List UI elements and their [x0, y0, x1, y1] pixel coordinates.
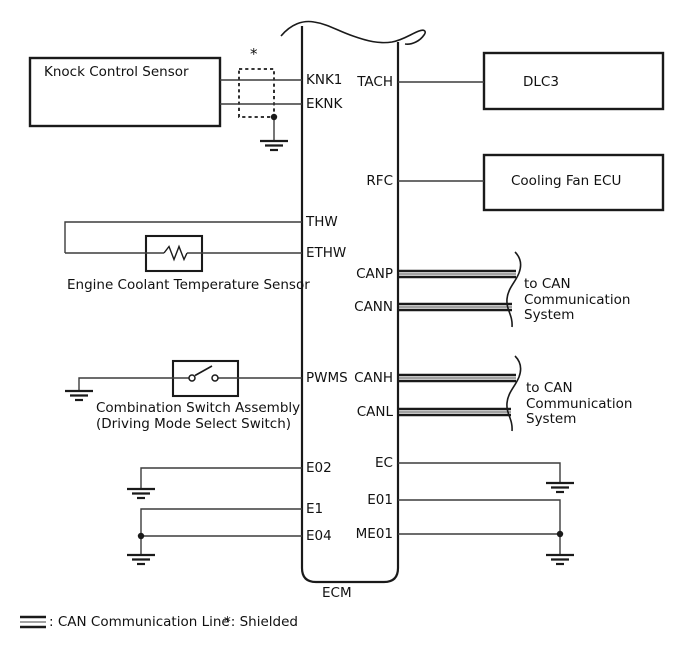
wire-e01 [398, 500, 560, 534]
can-line-canl [399, 409, 511, 415]
pin-canl: CANL [356, 404, 393, 420]
pin-cann: CANN [354, 299, 393, 315]
ect-sensor-label: Engine Coolant Temperature Sensor [67, 277, 310, 293]
pin-thw: THW [306, 214, 338, 230]
pin-ethw: ETHW [306, 245, 347, 261]
can-line-legend-icon [20, 617, 46, 627]
wire-ec [398, 463, 560, 482]
dlc3-box [484, 53, 663, 109]
pin-knk1: KNK1 [306, 72, 343, 88]
wire-e04 [141, 536, 302, 554]
pin-e02: E02 [306, 460, 332, 476]
pin-tach: TACH [357, 74, 393, 90]
can-line-canh [399, 375, 516, 381]
knock-sensor-label: Knock Control Sensor [44, 64, 189, 80]
legend-shielded: *: Shielded [224, 614, 298, 630]
junction-dot [557, 531, 563, 537]
pin-canh: CANH [354, 370, 393, 386]
can-brace-1 [507, 252, 521, 327]
pin-e1: E1 [306, 501, 324, 517]
junction-dot [138, 533, 144, 539]
pin-me01: ME01 [355, 526, 393, 542]
wire-thw [65, 222, 302, 253]
switch-icon [189, 366, 218, 381]
can-note-2: to CAN Communication System [526, 380, 633, 427]
pin-pwms: PWMS [306, 370, 348, 386]
resistor-icon [164, 247, 187, 260]
pin-rfc: RFC [366, 173, 393, 189]
shield-dashed-box [239, 69, 274, 117]
legend-can-line: : CAN Communication Line [49, 614, 230, 630]
ecm-label: ECM [322, 585, 352, 601]
pin-e04: E04 [306, 528, 332, 544]
can-note-1: to CAN Communication System [524, 276, 631, 323]
wire-me01 [398, 534, 560, 554]
pin-eknk: EKNK [306, 96, 343, 112]
can-line-canp [399, 271, 516, 277]
pin-canp: CANP [356, 266, 393, 282]
wire-e1 [141, 509, 302, 536]
pin-ec: EC [375, 455, 393, 471]
junction-dot [271, 114, 277, 120]
cooling-fan-ecu-label: Cooling Fan ECU [511, 173, 622, 189]
pin-e01: E01 [367, 492, 393, 508]
dlc3-label: DLC3 [523, 74, 559, 90]
combination-switch-label-2: (Driving Mode Select Switch) [96, 416, 292, 432]
wire-e02 [141, 468, 302, 488]
can-line-cann [399, 304, 512, 310]
shield-asterisk: * [250, 45, 258, 63]
can-brace-2 [507, 356, 521, 431]
combination-switch-label-1: Combination Switch Assembly [96, 400, 301, 416]
